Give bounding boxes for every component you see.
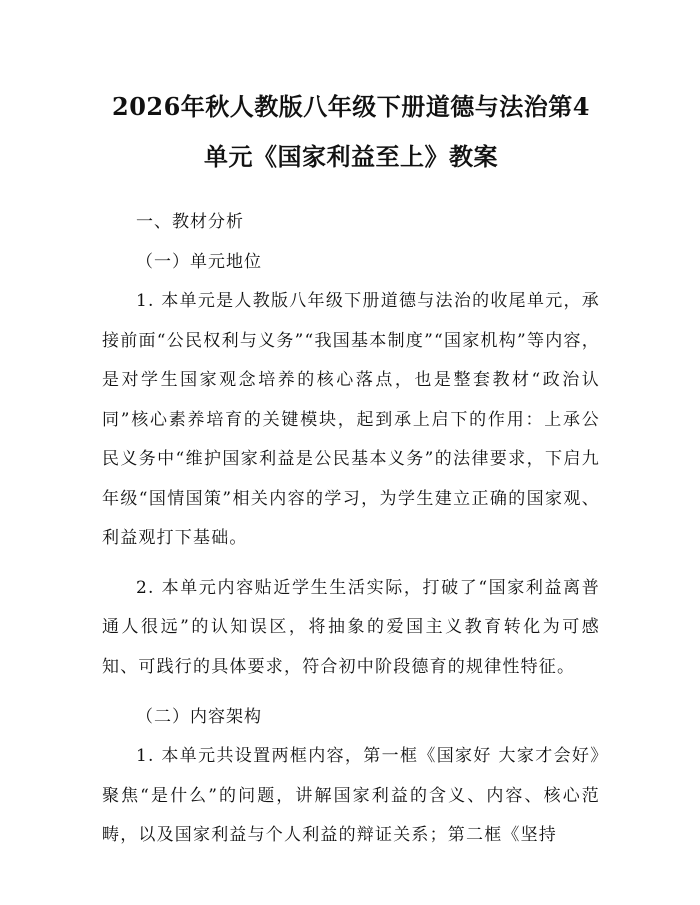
paragraph-unit-position-2: 2. 本单元内容贴近学生生活实际，打破了“国家利益离普通人很远”的认知误区，将抽象的爱国主义教育转化为可感知、可践行的具体要求，符合初中阶段德育的规律性特征。 (102, 577, 600, 677)
document-title-line-1: 2026年秋人教版八年级下册道德与法治第4 (112, 92, 590, 121)
subsection-heading-content-structure: （二）内容架构 (136, 707, 262, 727)
document-title-line-2: 单元《国家利益至上》教案 (204, 142, 498, 171)
subsection-heading-unit-position: （一）单元地位 (136, 252, 262, 272)
paragraph-unit-position-1: 1. 本单元是人教版八年级下册道德与法治的收尾单元，承接前面“公民权利与义务”“我国基本制度”“国家机构”等内容，是对学生国家观念培养的核心落点，也是整套教材“政治认同”核心素养培育的关键模块，起到承上启下的作用：上承公民义务中“维护国家利益是公民基本义务”的法律要求，下启九年级“国情国策”相关内容的学习，为学生建立正确的国家观、利益观打下基础。 (102, 291, 600, 548)
document-title (102, 82, 600, 182)
section-heading-materials-analysis: 一、教材分析 (136, 212, 244, 232)
paragraph-content-structure-1: 1. 本单元共设置两框内容，第一框《国家好 大家才会好》聚焦“是什么”的问题，讲解国家利益的含义、内容、核心范畴，以及国家利益与个人利益的辩证关系；第二框《坚持 (102, 746, 600, 845)
